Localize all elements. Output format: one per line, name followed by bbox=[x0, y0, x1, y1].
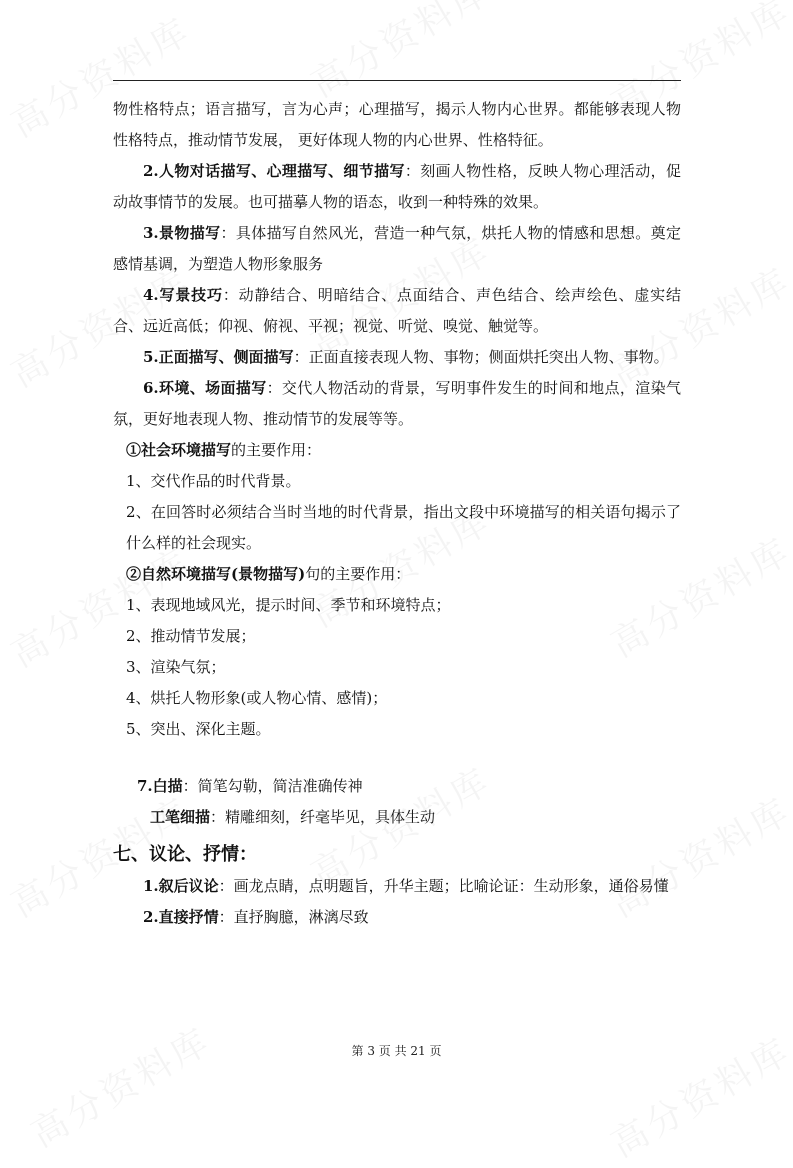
paragraph-dialogue-description bbox=[113, 156, 681, 218]
page-content bbox=[113, 94, 681, 933]
nature-environment-heading bbox=[113, 559, 681, 590]
paragraph-direct-indirect bbox=[113, 342, 681, 373]
term-label: ②自然环境描写(景物描写) bbox=[126, 565, 306, 583]
paragraph-lyrical bbox=[113, 902, 681, 933]
term-label: 2.人物对话描写、心理描写、细节描写 bbox=[143, 162, 405, 180]
list-item: 2、推动情节发展； bbox=[126, 627, 256, 645]
list-item: 5、突出、深化主题。 bbox=[126, 720, 271, 738]
term-text: ：正面直接表现人物、事物；侧面烘托突出人物、事物。 bbox=[293, 348, 669, 366]
term-label: 6.环境、场面描写 bbox=[143, 379, 267, 397]
list-item: 1、交代作品的时代背景。 bbox=[126, 472, 301, 490]
term-text: ：精雕细刻，纤毫毕见，具体生动 bbox=[210, 808, 436, 826]
term-label: 5.正面描写、侧面描写 bbox=[143, 348, 294, 366]
list-item: 3、渲染气氛； bbox=[126, 658, 226, 676]
term-label: 7.白描 bbox=[137, 777, 183, 795]
paragraph-scenery-description bbox=[113, 218, 681, 280]
term-text: ：具体描写自然风光，营造一种气氛，烘托人物的情感和思想。奠定感情基调，为塑造人物形象服务 bbox=[113, 224, 681, 273]
term-text: ：直抒胸臆，淋漓尽致 bbox=[218, 908, 369, 926]
term-text: ：画龙点睛，点明题旨，升华主题；比喻论证：生动形象，通俗易懂 bbox=[218, 877, 669, 895]
term-text: 的主要作用： bbox=[231, 441, 322, 459]
term-label: 1.叙后议论 bbox=[143, 877, 219, 895]
header-rule bbox=[113, 80, 681, 81]
term-text: ：刻画人物性格，反映人物心理活动，促动故事情节的发展。也可描摹人物的语态，收到一种特殊的效果。 bbox=[113, 162, 681, 211]
spacer bbox=[113, 745, 681, 771]
term-label: 工笔细描 bbox=[150, 808, 211, 826]
term-text: ：简笔勾勒，简洁准确传神 bbox=[182, 777, 363, 795]
term-label: 3.景物描写 bbox=[143, 224, 221, 242]
social-environment-heading bbox=[113, 435, 681, 466]
paragraph-character-traits: 物性格特点；语言描写，言为心声；心理描写，揭示人物内心世界。都能够表现人物性格特点，推动情节发展， 更好体现人物的内心世界、性格特征。 bbox=[113, 100, 681, 149]
paragraph-scenery-techniques bbox=[113, 280, 681, 342]
term-text: 句的主要作用： bbox=[305, 565, 411, 583]
term-text: ：交代人物活动的背景，写明事件发生的时间和地点，渲染气氛，更好地表现人物、推动情节的发展等等。 bbox=[113, 379, 681, 428]
list-item: 2、在回答时必须结合当时当地的时代背景，指出文段中环境描写的相关语句揭示了什么样的社会现实。 bbox=[126, 503, 681, 552]
term-text: ：动静结合、明暗结合、点面结合、声色结合、绘声绘色、虚实结合、远近高低；仰视、俯视、平视；视觉、听觉、嗅觉、触觉等。 bbox=[113, 286, 681, 335]
paragraph-environment-scene bbox=[113, 373, 681, 435]
paragraph-fine-detail bbox=[113, 802, 681, 833]
paragraph-argument bbox=[113, 871, 681, 902]
list-item: 4、烘托人物形象(或人物心情、感情)； bbox=[126, 689, 388, 707]
watermark bbox=[21, 1013, 220, 1157]
page-number: 第 3 页 共 21 页 bbox=[351, 1044, 442, 1058]
paragraph-sketch bbox=[113, 771, 681, 802]
watermark bbox=[301, 0, 500, 108]
term-label: 4.写景技巧 bbox=[143, 286, 223, 304]
term-label: ①社会环境描写 bbox=[126, 441, 232, 459]
list-item: 1、表现地域风光，提示时间、季节和环境特点； bbox=[126, 596, 451, 614]
section-heading: 七、议论、抒情： bbox=[113, 844, 257, 865]
term-label: 2.直接抒情 bbox=[143, 908, 219, 926]
